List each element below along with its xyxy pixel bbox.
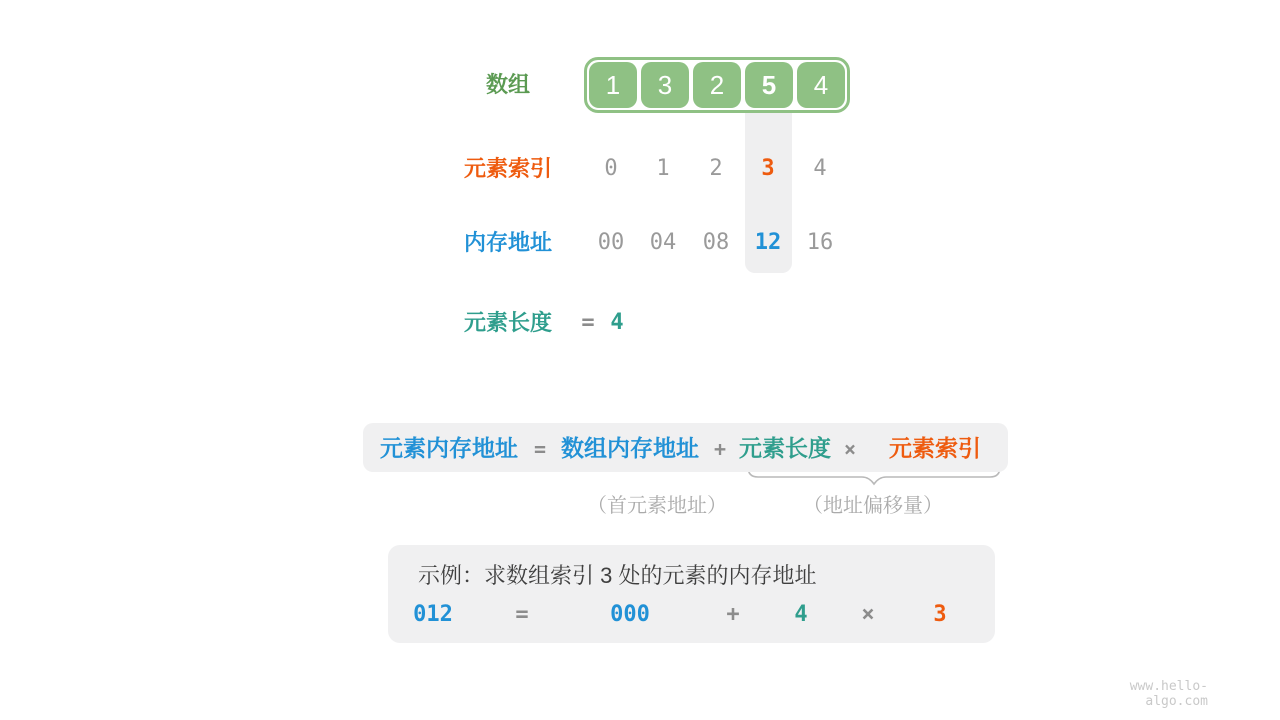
array-cell: 3 — [641, 62, 689, 108]
address-row-label: 内存地址 — [463, 230, 552, 255]
annotation-address-offset: （地址偏移量） — [803, 495, 943, 517]
length-equals-sign: = — [581, 310, 595, 335]
formula-term-element-index: 元素索引 — [889, 435, 981, 461]
length-value: 4 — [610, 310, 624, 335]
example-element-length: 4 — [794, 602, 808, 627]
address-value: 08 — [702, 230, 730, 255]
formula-term-element-address: 元素内存地址 — [380, 435, 518, 461]
address-value-highlighted: 12 — [754, 230, 782, 255]
example-element-index: 3 — [933, 602, 947, 627]
address-value: 16 — [806, 230, 834, 255]
watermark: www.hello-algo.com — [1129, 679, 1208, 709]
annotation-first-element-address: （首元素地址） — [587, 495, 727, 517]
index-row-label: 元素索引 — [463, 156, 552, 181]
address-value: 04 — [649, 230, 677, 255]
index-value: 4 — [813, 156, 827, 181]
example-plus-sign: + — [726, 602, 740, 627]
formula-equals-sign: = — [533, 437, 547, 461]
example-base-address: 000 — [610, 602, 650, 627]
formula-multiply-sign: × — [843, 437, 857, 461]
array-cell: 1 — [589, 62, 637, 108]
array-container — [584, 57, 850, 113]
index-value: 1 — [656, 156, 670, 181]
example-multiply-sign: × — [861, 602, 875, 627]
index-value: 0 — [604, 156, 618, 181]
formula-term-element-length: 元素长度 — [739, 435, 831, 461]
array-cell: 4 — [797, 62, 845, 108]
formula-term-array-address: 数组内存地址 — [561, 435, 699, 461]
example-box — [388, 545, 995, 643]
array-cell: 2 — [693, 62, 741, 108]
address-value: 00 — [597, 230, 625, 255]
example-equals-sign: = — [515, 602, 529, 627]
formula-plus-sign: + — [713, 437, 727, 461]
length-row-label: 元素长度 — [463, 310, 552, 335]
index-value: 2 — [709, 156, 723, 181]
array-row-label: 数组 — [485, 72, 530, 97]
example-title: 示例：求数组索引 3 处的元素的内存地址 — [418, 563, 817, 588]
index-value-highlighted: 3 — [761, 156, 775, 181]
array-cell-highlighted: 5 — [745, 62, 793, 108]
example-result-address: 012 — [413, 602, 453, 627]
